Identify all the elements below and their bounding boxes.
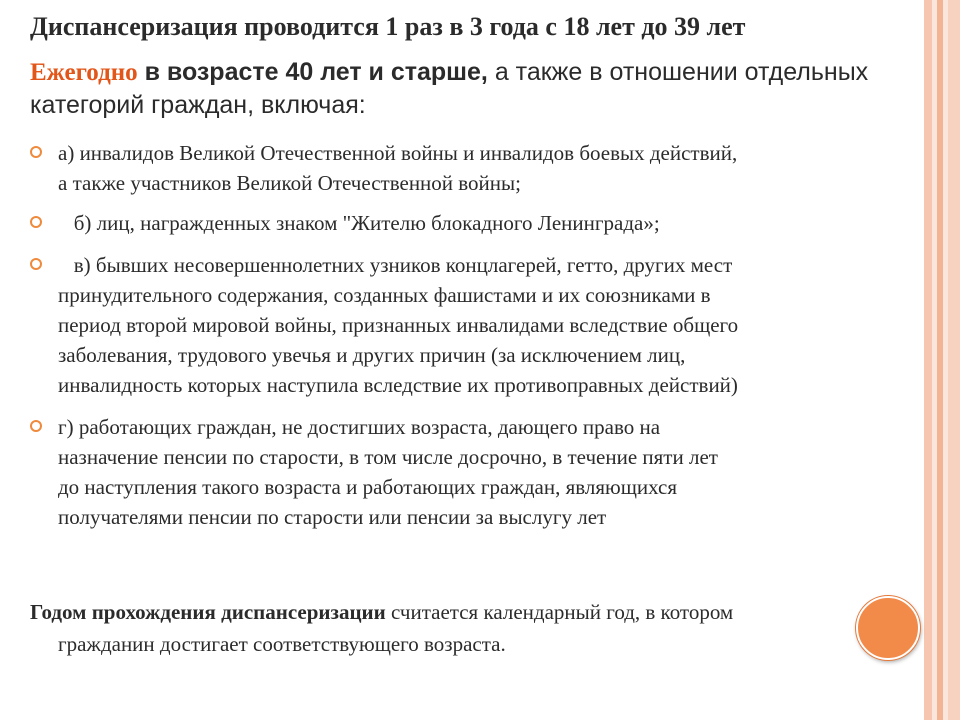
ring-bullet-icon (30, 420, 42, 432)
list-line: инвалидность которых наступила вследствие их противоправных действий) (58, 373, 738, 397)
list-line: а также участников Великой Отечественной войны; (58, 171, 521, 195)
list-line: период второй мировой войны, признанных инвалидами вследствие общего (58, 313, 739, 337)
ring-bullet-icon (30, 146, 42, 158)
list-line: заболевания, трудового увечья и других причин (за исключением лиц, (58, 343, 686, 367)
list-line: в) бывших несовершеннолетних узников концлагерей, гетто, других мест (58, 253, 733, 277)
list-item-c (30, 250, 930, 400)
category-list (30, 138, 930, 532)
slide-heading: Диспансеризация проводится 1 раз в 3 года с 18 лет до 39 лет (30, 12, 746, 41)
list-line: а) инвалидов Великой Отечественной войны и инвалидов боевых действий, (58, 141, 738, 165)
ring-bullet-icon (30, 258, 42, 270)
side-stripe (937, 0, 943, 720)
list-line: до наступления такого возраста и работающих граждан, являющихся (58, 475, 677, 499)
footer-paragraph (30, 596, 930, 660)
list-line: б) лиц, награжденных знаком "Жителю блокадного Ленинграда»; (58, 211, 660, 235)
list-line: принудительного содержания, созданных фашистами и их союзниками в (58, 283, 711, 307)
intro-highlight: Ежегодно (30, 59, 138, 86)
footer-line-2: гражданин достигает соответствующего возраста. (58, 632, 506, 656)
list-line: г) работающих граждан, не достигших возраста, дающего право на (58, 415, 661, 439)
intro-paragraph (30, 56, 910, 122)
list-item-d (30, 412, 930, 532)
intro-bold: в возрасте 40 лет и старше, (137, 58, 488, 86)
list-item-b (30, 208, 930, 238)
decorative-orange-circle (856, 596, 920, 660)
footer-bold: Годом прохождения диспансеризации (30, 600, 386, 624)
footer-line-1 (30, 596, 930, 628)
list-item-a (30, 138, 930, 196)
list-line: назначение пенсии по старости, в том числе досрочно, в течение пяти лет (58, 445, 718, 469)
list-line: получателями пенсии по старости или пенсии за выслугу лет (58, 505, 607, 529)
ring-bullet-icon (30, 216, 42, 228)
footer-line-1-rest: считается календарный год, в котором (385, 600, 734, 624)
intro-rest: а также в отношении отдельных категорий граждан, включая: (30, 58, 869, 119)
side-stripe (948, 0, 960, 720)
